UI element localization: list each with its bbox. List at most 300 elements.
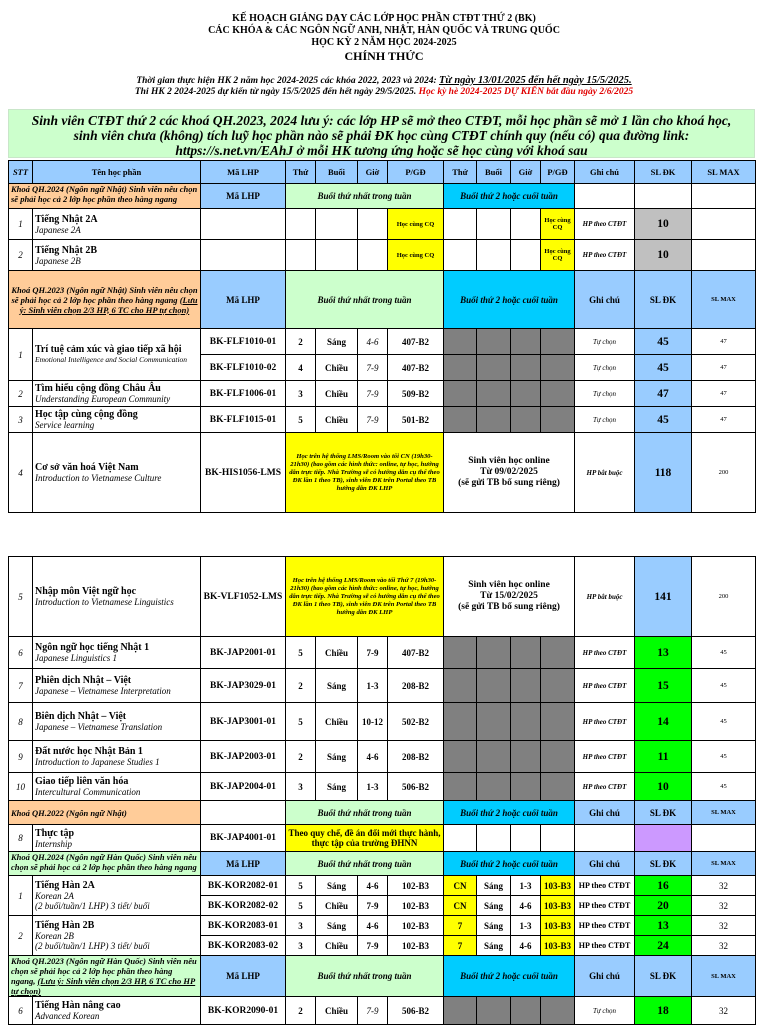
section-qh2023-jp bbox=[9, 271, 756, 329]
class-code: BK-VLF1052-LMS bbox=[201, 557, 286, 637]
day: 4 bbox=[286, 355, 316, 381]
student-notice bbox=[8, 109, 755, 158]
enrolled-count: 13 bbox=[635, 637, 692, 669]
timeline-1 bbox=[0, 75, 768, 87]
day: 3 bbox=[286, 936, 316, 956]
max-count: 45 bbox=[692, 773, 756, 801]
note-cell: Tự chọn bbox=[575, 329, 635, 355]
gray-cell bbox=[541, 407, 575, 433]
periods: 7-9 bbox=[358, 997, 388, 1025]
enrolled-count: 13 bbox=[635, 916, 692, 936]
section-note: (Lưu ý: Sinh viên chọn 2/3 HP, 6 TC cho HP tự chọn) bbox=[11, 976, 196, 996]
col-thu-2: Thứ bbox=[444, 161, 477, 184]
room: 102-B3 bbox=[388, 936, 444, 956]
section-text: Khoá QH.2023 (Ngôn ngữ Nhật) Sinh viên nêu chọn sẽ phải học cả 2 lớp học phần theo hàng ngang bbox=[11, 284, 198, 305]
gray-cell bbox=[541, 637, 575, 669]
section-label bbox=[9, 271, 201, 329]
section-buoi1: Buổi thứ nhất trong tuần bbox=[286, 184, 444, 209]
notice-line-1: Sinh viên CTĐT thứ 2 các khoá QH.2023, 2024 lưu ý: các lớp HP sẽ mở theo CTĐT, mỗi học phần sẽ mở 1 lần cho khoá học, bbox=[31, 113, 732, 128]
enrolled-count: 14 bbox=[635, 703, 692, 741]
title-line-3: HỌC KỲ 2 NĂM HỌC 2024-2025 bbox=[311, 37, 457, 48]
table-row bbox=[9, 240, 756, 271]
section-ma: Mã LHP bbox=[201, 271, 286, 329]
course-note: (2 buổi/tuần/1 LHP) 3 tiết/ buổi bbox=[35, 901, 150, 911]
schedule-table-1 bbox=[8, 160, 756, 513]
learn-with-cq: Học cùng CQ bbox=[388, 209, 444, 240]
session: Sáng bbox=[316, 329, 358, 355]
table-row bbox=[9, 557, 756, 637]
title-status: CHÍNH THỨC bbox=[344, 49, 424, 63]
day: 2 bbox=[286, 741, 316, 773]
max-count: 200 bbox=[692, 433, 756, 513]
room: 102-B3 bbox=[388, 916, 444, 936]
row-stt: 2 bbox=[9, 381, 33, 407]
row-stt: 1 bbox=[9, 329, 33, 381]
section-sldk: SL ĐK bbox=[635, 801, 692, 825]
max-count: 45 bbox=[692, 637, 756, 669]
row-stt: 1 bbox=[9, 209, 33, 240]
internship-note: Theo quy chế, đề án đổi mới thực hành, thực tập của trường ĐHNN bbox=[286, 825, 444, 852]
table-row bbox=[9, 825, 756, 852]
course-vn: Thực tập bbox=[35, 827, 75, 839]
row-stt: 5 bbox=[9, 557, 33, 637]
day-2: 7 bbox=[444, 936, 477, 956]
gray-cell bbox=[477, 329, 511, 355]
note-cell: Tự chọn bbox=[575, 355, 635, 381]
course-en: Internship bbox=[35, 838, 72, 849]
section-qh2022-jp bbox=[9, 801, 756, 825]
timeline-2 bbox=[0, 87, 768, 98]
gray-cell bbox=[511, 741, 541, 773]
section-ghichu: Ghi chú bbox=[575, 852, 635, 876]
class-code: BK-HIS1056-LMS bbox=[201, 433, 286, 513]
gray-cell bbox=[444, 773, 477, 801]
col-ten: Tên học phần bbox=[33, 161, 201, 184]
gray-cell bbox=[477, 773, 511, 801]
empty-cell bbox=[477, 240, 511, 271]
gray-cell bbox=[477, 703, 511, 741]
course-en: Emotional Intelligence and Social Communication bbox=[35, 355, 188, 364]
summer-term-note: Học kỳ hè 2024-2025 DỰ KIẾN bắt đầu ngày 2/6/2025 bbox=[418, 87, 634, 97]
course-name bbox=[33, 433, 201, 513]
empty-cell bbox=[286, 240, 316, 271]
gray-cell bbox=[541, 381, 575, 407]
section-slmax: SL MAX bbox=[692, 852, 756, 876]
class-code: BK-KOR2083-02 bbox=[201, 936, 286, 956]
course-vn: Nhập môn Việt ngữ học bbox=[35, 586, 137, 597]
section-ma: Mã LHP bbox=[201, 852, 286, 876]
periods: 7-9 bbox=[358, 355, 388, 381]
course-vn: Trí tuệ cảm xúc và giao tiếp xã hội bbox=[35, 344, 182, 355]
course-vn: Đất nước học Nhật Bản 1 bbox=[35, 746, 143, 757]
periods: 10-12 bbox=[358, 703, 388, 741]
col-slmax: SL MAX bbox=[692, 161, 756, 184]
day: 5 bbox=[286, 876, 316, 896]
note-cell: HP theo CTĐT bbox=[575, 916, 635, 936]
session: Chiều bbox=[316, 896, 358, 916]
section-qh2024-kr bbox=[9, 852, 756, 876]
gray-cell bbox=[511, 669, 541, 703]
session: Chiều bbox=[316, 997, 358, 1025]
room: 506-B2 bbox=[388, 997, 444, 1025]
periods-2: 1-3 bbox=[511, 916, 541, 936]
timeline-1-text: Thời gian thực hiện HK 2 năm học 2024-2025 các khóa 2022, 2023 và 2024: bbox=[136, 76, 439, 86]
gray-cell bbox=[511, 407, 541, 433]
session: Chiều bbox=[316, 407, 358, 433]
course-en: Korean 2B bbox=[35, 931, 74, 941]
col-gio-2: Giờ bbox=[511, 161, 541, 184]
row-stt: 2 bbox=[9, 240, 33, 271]
timeline-1-dates: Từ ngày 13/01/2025 đến hết ngày 15/5/2025. bbox=[439, 75, 632, 86]
course-name bbox=[33, 329, 201, 381]
enrolled-count: 118 bbox=[635, 433, 692, 513]
class-code: BK-JAP3001-01 bbox=[201, 703, 286, 741]
enrolled-count: 45 bbox=[635, 329, 692, 355]
section-label bbox=[9, 956, 201, 997]
enrolled-count: 18 bbox=[635, 997, 692, 1025]
row-stt: 8 bbox=[9, 825, 33, 852]
periods: 7-9 bbox=[358, 936, 388, 956]
day-2: CN bbox=[444, 876, 477, 896]
section-buoi2: Buổi thứ 2 hoặc cuối tuần bbox=[444, 801, 575, 825]
section-ghichu: Ghi chú bbox=[575, 271, 635, 329]
empty-cell bbox=[635, 184, 692, 209]
course-name bbox=[33, 825, 201, 852]
course-vn: Tiếng Hàn 2A bbox=[35, 880, 95, 891]
empty-cell bbox=[286, 209, 316, 240]
day-2: CN bbox=[444, 896, 477, 916]
class-code: BK-FLF1010-01 bbox=[201, 329, 286, 355]
max-count: 45 bbox=[692, 703, 756, 741]
gray-cell bbox=[477, 407, 511, 433]
section-buoi2: Buổi thứ 2 hoặc cuối tuần bbox=[444, 956, 575, 997]
online-note bbox=[444, 557, 575, 637]
gray-cell bbox=[541, 355, 575, 381]
course-en: Korean 2A bbox=[35, 891, 74, 901]
course-note: (2 buổi/tuần/1 LHP) 3 tiết/ buổi bbox=[35, 941, 150, 951]
section-ghichu: Ghi chú bbox=[575, 956, 635, 997]
max-count: 200 bbox=[692, 557, 756, 637]
note-cell: HP theo CTĐT bbox=[575, 209, 635, 240]
day: 5 bbox=[286, 703, 316, 741]
course-name bbox=[33, 916, 201, 956]
course-en: Introduction to Japanese Studies 1 bbox=[35, 757, 160, 767]
col-pgd-2: P/GĐ bbox=[541, 161, 575, 184]
document-header bbox=[0, 13, 768, 98]
section-ma: Mã LHP bbox=[201, 956, 286, 997]
class-code: BK-JAP2003-01 bbox=[201, 741, 286, 773]
row-stt: 6 bbox=[9, 637, 33, 669]
gray-cell bbox=[444, 407, 477, 433]
periods-2: 4-6 bbox=[511, 896, 541, 916]
schedule-table-2 bbox=[8, 556, 756, 1025]
session: Sáng bbox=[316, 669, 358, 703]
gray-cell bbox=[511, 997, 541, 1025]
session: Chiều bbox=[316, 637, 358, 669]
course-vn: Học tập cùng cộng đồng bbox=[35, 409, 138, 420]
enrolled-count: 24 bbox=[635, 936, 692, 956]
max-count: 45 bbox=[692, 741, 756, 773]
day: 2 bbox=[286, 329, 316, 355]
room: 407-B2 bbox=[388, 329, 444, 355]
note-cell: Tự chọn bbox=[575, 381, 635, 407]
online-line-2: Từ 15/02/2025 bbox=[480, 591, 538, 601]
table-row bbox=[9, 876, 756, 896]
gray-cell bbox=[477, 997, 511, 1025]
gray-cell bbox=[477, 669, 511, 703]
session-2: Sáng bbox=[477, 896, 511, 916]
empty-cell bbox=[477, 209, 511, 240]
empty-cell bbox=[511, 209, 541, 240]
section-buoi1: Buổi thứ nhất trong tuần bbox=[286, 801, 444, 825]
col-buoi: Buổi bbox=[316, 161, 358, 184]
class-code: BK-JAP4001-01 bbox=[201, 825, 286, 852]
note-cell: HP theo CTĐT bbox=[575, 637, 635, 669]
section-buoi2: Buổi thứ 2 hoặc cuối tuần bbox=[444, 271, 575, 329]
class-code: BK-FLF1006-01 bbox=[201, 381, 286, 407]
note-cell: HP theo CTĐT bbox=[575, 936, 635, 956]
col-ma: Mã LHP bbox=[201, 161, 286, 184]
lms-note: Học trên hệ thống LMS/Room vào tối CN (19h30-21h30) (bao gồm các hình thức: online, tự học, hướng dẫn trực tiếp. Nhà Trường sẽ có hướng dẫn cụ thể theo ĐK lần 1 theo TB), sinh viên ĐK trên Portal theo TB hướng dẫn ĐK LHP bbox=[286, 433, 444, 513]
gray-cell bbox=[477, 741, 511, 773]
max-count: 47 bbox=[692, 407, 756, 433]
empty-cell bbox=[358, 209, 388, 240]
enrolled-count-empty bbox=[635, 825, 692, 852]
empty-cell bbox=[575, 825, 635, 852]
periods: 7-9 bbox=[358, 896, 388, 916]
section-qh2023-kr bbox=[9, 956, 756, 997]
section-buoi2: Buổi thứ 2 hoặc cuối tuần bbox=[444, 184, 575, 209]
table-row bbox=[9, 916, 756, 936]
empty-cell bbox=[358, 240, 388, 271]
section-sldk: SL ĐK bbox=[635, 956, 692, 997]
periods: 7-9 bbox=[358, 407, 388, 433]
periods: 1-3 bbox=[358, 669, 388, 703]
room: 502-B2 bbox=[388, 703, 444, 741]
enrolled-count: 10 bbox=[635, 773, 692, 801]
header-row bbox=[9, 161, 756, 184]
col-buoi-2: Buổi bbox=[477, 161, 511, 184]
section-ma: Mã LHP bbox=[201, 184, 286, 209]
max-count: 32 bbox=[692, 896, 756, 916]
session: Sáng bbox=[316, 916, 358, 936]
table-row bbox=[9, 997, 756, 1025]
online-line-1: Sinh viên học online bbox=[468, 456, 550, 466]
course-en: Introduction to Vietnamese Linguistics bbox=[35, 597, 174, 607]
gray-cell bbox=[444, 703, 477, 741]
empty-cell bbox=[444, 209, 477, 240]
course-name bbox=[33, 407, 201, 433]
lms-note: Học trên hệ thống LMS/Room vào tối Thứ 7 (19h30-21h30) (bao gồm các hình thức: online, tự học, hướng dẫn trực tiếp. Nhà Trường sẽ có hướng dẫn cụ thể theo ĐK lần 1 theo TB), sinh viên ĐK trên Portal theo TB hướng dẫn ĐK LHP bbox=[286, 557, 444, 637]
row-stt: 6 bbox=[9, 997, 33, 1025]
max-count: 32 bbox=[692, 916, 756, 936]
col-gio: Giờ bbox=[358, 161, 388, 184]
table-row bbox=[9, 741, 756, 773]
periods: 4-6 bbox=[358, 329, 388, 355]
empty-cell bbox=[692, 825, 756, 852]
periods: 4-6 bbox=[358, 876, 388, 896]
room: 208-B2 bbox=[388, 741, 444, 773]
gray-cell bbox=[541, 997, 575, 1025]
room-2: 103-B3 bbox=[541, 916, 575, 936]
gray-cell bbox=[511, 355, 541, 381]
class-code: BK-JAP3029-01 bbox=[201, 669, 286, 703]
note-cell: HP theo CTĐT bbox=[575, 741, 635, 773]
room: 407-B2 bbox=[388, 637, 444, 669]
col-sldk: SL ĐK bbox=[635, 161, 692, 184]
course-vn: Tiếng Hàn 2B bbox=[35, 920, 95, 931]
online-line-3: (sẽ gửi TB bổ sung riêng) bbox=[458, 478, 560, 488]
session-2: Sáng bbox=[477, 936, 511, 956]
table-row bbox=[9, 381, 756, 407]
table-row bbox=[9, 407, 756, 433]
table-row bbox=[9, 329, 756, 355]
section-slmax: SL MAX bbox=[692, 956, 756, 997]
gray-cell bbox=[541, 669, 575, 703]
max-count: 32 bbox=[692, 997, 756, 1025]
course-name bbox=[33, 997, 201, 1025]
enrolled-count: 20 bbox=[635, 896, 692, 916]
enrolled-count: 11 bbox=[635, 741, 692, 773]
row-stt: 10 bbox=[9, 773, 33, 801]
section-note: (Lưu ý: Sinh viên chọn 2/3 HP, 6 TC cho HP tự chọn) bbox=[19, 294, 198, 315]
section-buoi1: Buổi thứ nhất trong tuần bbox=[286, 271, 444, 329]
periods-2: 4-6 bbox=[511, 936, 541, 956]
periods: 1-3 bbox=[358, 773, 388, 801]
course-vn: Ngôn ngữ học tiếng Nhật 1 bbox=[35, 642, 150, 653]
room: 501-B2 bbox=[388, 407, 444, 433]
section-qh2024-jp bbox=[9, 184, 756, 209]
enrolled-count: 16 bbox=[635, 876, 692, 896]
day: 3 bbox=[286, 916, 316, 936]
gray-cell bbox=[477, 637, 511, 669]
course-name bbox=[33, 381, 201, 407]
gray-cell bbox=[511, 381, 541, 407]
gray-cell bbox=[541, 741, 575, 773]
col-thu: Thứ bbox=[286, 161, 316, 184]
gray-cell bbox=[444, 997, 477, 1025]
enrolled-count: 45 bbox=[635, 355, 692, 381]
course-name bbox=[33, 876, 201, 916]
gray-cell bbox=[444, 355, 477, 381]
periods: 7-9 bbox=[358, 381, 388, 407]
course-en: Service learning bbox=[35, 420, 95, 430]
note-cell: HP theo CTĐT bbox=[575, 669, 635, 703]
note-cell: HP theo CTĐT bbox=[575, 240, 635, 271]
room: 208-B2 bbox=[388, 669, 444, 703]
course-name bbox=[33, 669, 201, 703]
online-line-2: Từ 09/02/2025 bbox=[480, 467, 538, 477]
title-line-1: KẾ HOẠCH GIẢNG DẠY CÁC LỚP HỌC PHẦN CTĐT THỨ 2 (BK) bbox=[232, 13, 536, 24]
session: Chiều bbox=[316, 703, 358, 741]
gray-cell bbox=[511, 773, 541, 801]
empty-cell bbox=[692, 209, 756, 240]
online-line-1: Sinh viên học online bbox=[468, 580, 550, 590]
section-ghichu: Ghi chú bbox=[575, 801, 635, 825]
section-label: Khoá QH.2024 (Ngôn ngữ Hàn Quốc) Sinh viên nêu chọn sẽ phải học cả 2 lớp học phần theo hàng ngang bbox=[9, 852, 201, 876]
course-vn: Giao tiếp liên văn hóa bbox=[35, 776, 129, 787]
empty-cell bbox=[201, 240, 286, 271]
table-row bbox=[9, 637, 756, 669]
empty-cell bbox=[511, 240, 541, 271]
course-vn: Biên dịch Nhật – Việt bbox=[35, 711, 127, 722]
course-en: Advanced Korean bbox=[35, 1011, 100, 1021]
max-count: 47 bbox=[692, 329, 756, 355]
empty-cell bbox=[511, 825, 541, 852]
enrolled-count: 45 bbox=[635, 407, 692, 433]
session: Sáng bbox=[316, 876, 358, 896]
row-stt: 1 bbox=[9, 876, 33, 916]
course-name bbox=[33, 209, 201, 240]
gray-cell bbox=[444, 637, 477, 669]
course-name bbox=[33, 637, 201, 669]
class-code: BK-JAP2004-01 bbox=[201, 773, 286, 801]
note-cell: Tự chọn bbox=[575, 407, 635, 433]
course-vn: Tiếng Hàn nâng cao bbox=[35, 1000, 121, 1011]
room-2: 103-B3 bbox=[541, 896, 575, 916]
course-en: Japanese – Vietnamese Translation bbox=[35, 722, 163, 732]
max-count: 45 bbox=[692, 669, 756, 703]
session: Chiều bbox=[316, 355, 358, 381]
section-slmax: SL MAX bbox=[692, 271, 756, 329]
day: 3 bbox=[286, 381, 316, 407]
section-text: Khoá QH.2023 (Ngôn ngữ Hàn Quốc) Sinh viên nêu chọn sẽ phải học cả 2 lớp học phần theo hàng ngang, bbox=[11, 956, 197, 986]
course-vn: Cơ sở văn hoá Việt Nam bbox=[35, 462, 139, 473]
empty-cell bbox=[201, 801, 286, 825]
empty-cell bbox=[444, 240, 477, 271]
gray-cell bbox=[541, 773, 575, 801]
day: 5 bbox=[286, 407, 316, 433]
room-2: 103-B3 bbox=[541, 876, 575, 896]
room: 102-B3 bbox=[388, 876, 444, 896]
section-label: Khoá QH.2022 (Ngôn ngữ Nhật) bbox=[9, 801, 201, 825]
max-count: 32 bbox=[692, 876, 756, 896]
course-name bbox=[33, 557, 201, 637]
learn-with-cq-2: Học cùng CQ bbox=[541, 240, 575, 271]
day: 3 bbox=[286, 773, 316, 801]
enrolled-count: 10 bbox=[635, 209, 692, 240]
note-cell: HP theo CTĐT bbox=[575, 703, 635, 741]
class-code: BK-KOR2083-01 bbox=[201, 916, 286, 936]
max-count: 47 bbox=[692, 381, 756, 407]
course-name bbox=[33, 240, 201, 271]
empty-cell bbox=[316, 240, 358, 271]
table-row bbox=[9, 669, 756, 703]
empty-cell bbox=[692, 184, 756, 209]
timeline-2-text: Thi HK 2 2024-2025 dự kiến từ ngày 15/5/2025 đến hết ngày 29/5/2025. bbox=[134, 87, 419, 97]
day: 5 bbox=[286, 637, 316, 669]
empty-cell bbox=[575, 184, 635, 209]
enrolled-count: 10 bbox=[635, 240, 692, 271]
table-row bbox=[9, 209, 756, 240]
course-en: Introduction to Vietnamese Culture bbox=[35, 473, 162, 483]
max-count: 32 bbox=[692, 936, 756, 956]
col-pgd: P/GĐ bbox=[388, 161, 444, 184]
course-en: Japanese – Vietnamese Interpretation bbox=[35, 686, 171, 696]
periods: 7-9 bbox=[358, 637, 388, 669]
class-code: BK-KOR2082-02 bbox=[201, 896, 286, 916]
empty-cell bbox=[541, 825, 575, 852]
course-vn: Tiếng Nhật 2B bbox=[35, 244, 98, 256]
note-cell: HP theo CTĐT bbox=[575, 896, 635, 916]
gray-cell bbox=[444, 741, 477, 773]
course-name bbox=[33, 703, 201, 741]
learn-with-cq-2: Học cùng CQ bbox=[541, 209, 575, 240]
course-en: Japanese Linguistics 1 bbox=[35, 653, 117, 663]
note-cell: HP bắt buộc bbox=[575, 433, 635, 513]
col-ghichu: Ghi chú bbox=[575, 161, 635, 184]
gray-cell bbox=[477, 381, 511, 407]
